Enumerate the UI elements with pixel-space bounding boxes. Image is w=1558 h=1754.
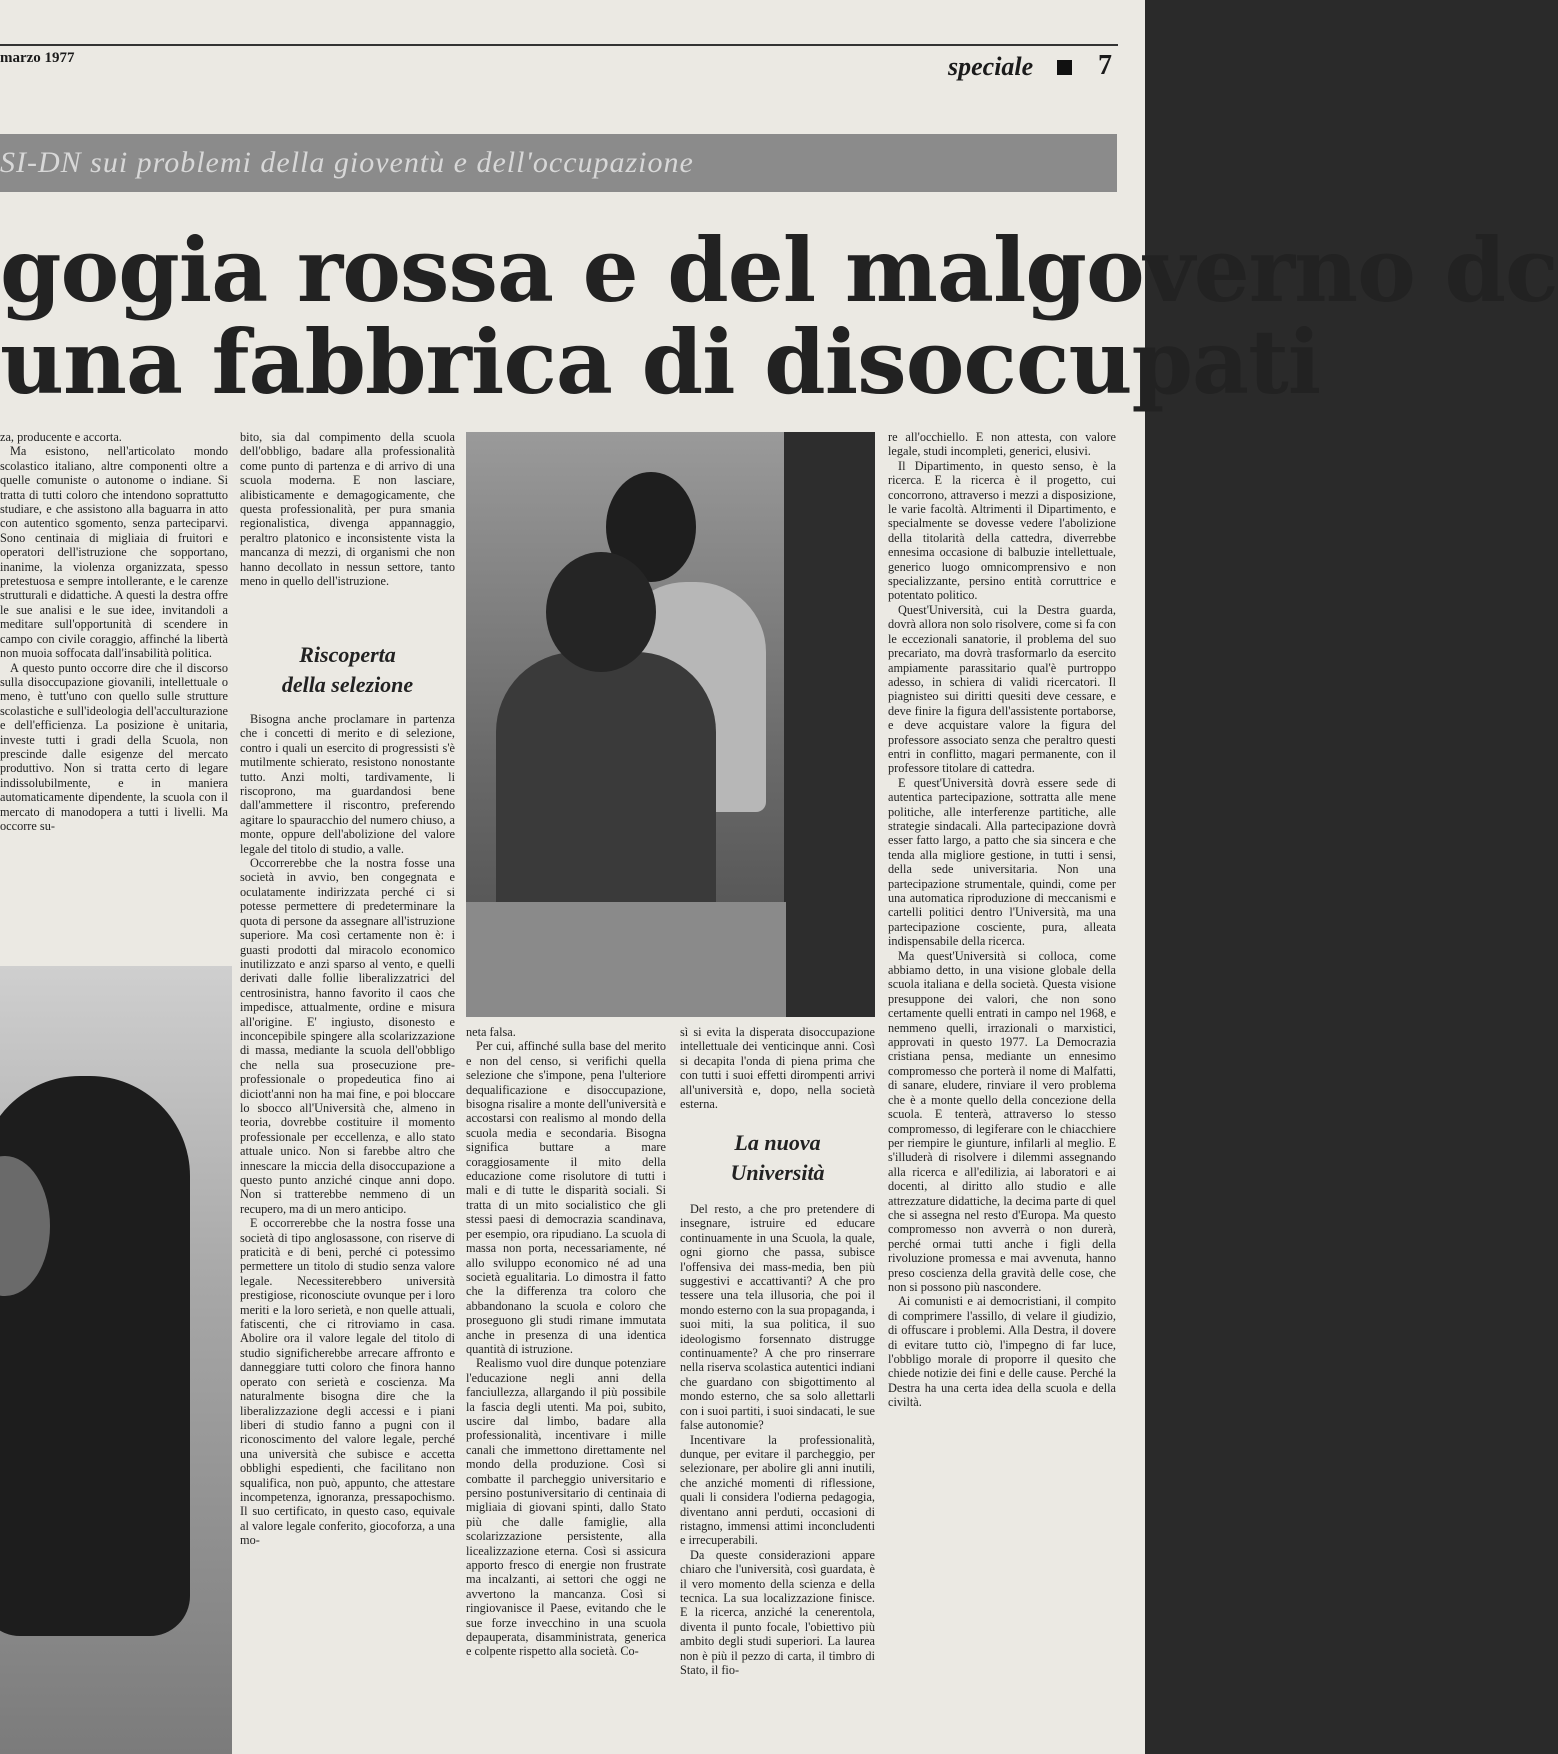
paragraph: Ma quest'Università si colloca, come abbiamo detto, in una visione globale della scuola italiana e della società. Questa visione presuppone dei valori, che non sono certamente quelli entrati in campo nel 1968, e nemmeno quelli, irrazionali o marxistici, approvati in questo 1977. La Democrazia cristiana pensa, mediante un ennesimo compromesso che porterà il nome di Malfatti, di sanare, eludere, rinviare il vero problema che è a monte quello della concezione della scuola. E tenterà, attraverso lo stesso compromesso, di legiferare con le chiacchiere per riempire le giunture, infilarli al meglio. E s'illuderà di risolvere i dilemmi assegnando alla ricerca e all'edilizia, ai laboratori e ai docenti, al diritto allo studio e alle attrezzature didattiche, la decima parte di quel che si assegna nel resto d'Europa. Ma questo compromesso non avverrà o non durerà, perché ormai tutti anche i figli della rivoluzione promessa e mai avvenuta, hanno preso coscienza della gravità delle cose, che non si possono più nascondere. bbox=[888, 948, 1116, 1294]
paragraph: re all'occhiello. E non attesta, con valore legale, studi incompleti, generici, elusivi. bbox=[888, 430, 1116, 459]
paragraph: bito, sia dal compimento della scuola dell'obbligo, badare alla professionalità come punto di partenza e di arrivo di una scuola moderna. E non lasciare, alibisticamente e demagogicamente, che questa professionalità, per pura smania regionalistica, divenga appannaggio, peraltro platonico e inconsistente vista la mancanza di mezzi, di organismi che non hanno decollato in nessun settore, tanto meno in quello dell'istruzione. bbox=[240, 430, 455, 589]
paragraph: E occorrerebbe che la nostra fosse una società di tipo anglosassone, con riserve di praticità e di beni, perché ci potessimo permettere un titolo di studio senza valore legale. Necessiterebbero università prestigiose, riconosciute ovunque per i loro meriti e la loro serietà, e non quelle attuali, fatiscenti, che ci ritroviamo in casa. Abolire ora il valore legale del titolo di studio significherebbe arrecare affronto e danneggiare tutti coloro che finora hanno operato con serietà e coscienza. Ma naturalmente bisogna dire che la liberalizzazione degli accessi e i piani liberi di studio fanno a pugni con il riconoscimento del valore legale, perché una università che subisce e accetta obblighi espedienti, che facilitano non squalifica, non può, appunto, che attestare incompetenza, ignoranza, pressapochismo. Il suo certificato, in questo caso, equivale al valore legale conferito, giocoforza, a una mo- bbox=[240, 1216, 455, 1548]
paragraph: neta falsa. bbox=[466, 1025, 516, 1039]
photo-shape bbox=[0, 1076, 190, 1636]
paragraph: Quest'Università, cui la Destra guarda, dovrà allora non solo risolvere, come si fa con le eccezionali sanatorie, il problema del suo precariato, ma dovrà trasformarlo da esercito ampiamente parassitario qual'è purtroppo adesso, in schiera di validi ricercatori. Il piagnisteo sui diritti quesiti deve cessare, e deve finire la figura dell'assistente portaborse, e deve acquistare valore la figura del professore associato senza che peraltro questi entri in conflitto, magari permanente, con il professore titolare di cattedra. bbox=[888, 602, 1116, 776]
paragraph: Ai comunisti e ai democristiani, il compito di comprimere l'assillo, di velare il giudizio, di offuscare i problemi. Alla Destra, il dovere di evitare tutto ciò, l'impegno di far luce, l'obbligo morale di proporre il quesito che chiede notizie dei fini e delle cause. Perché la Destra ha una certa idea della scuola e della civiltà. bbox=[888, 1294, 1116, 1410]
paragraph: Per cui, affinché sulla base del merito e non del censo, si verifichi quella selezione che s'impone, pena l'ulteriore dequalificazione e disoccupazione, bisogna risalire a monte dell'università e accostarsi con realismo al mondo della scuola media e secondaria. Bisogna significa buttare a mare coraggiosamente il mito della educazione come risolutore di tutti i mali e di tutte le disparità sociali. Si tratta di un mito socialistico che gli stessi paesi di democrazia scandinava, per esempio, ora ripudiano. La scuola di massa non porta, necessariamente, né allo sviluppo economico né ad una società egualitaria. Lo dimostra il fatto che la differenza tra coloro che abbandonano la scuola e coloro che proseguono gli studi rimane immutata anche in presenza di una identica quantità di istruzione. bbox=[466, 1039, 666, 1356]
subhead-line: La nuova bbox=[734, 1130, 821, 1155]
photo-students-blackboard bbox=[466, 432, 875, 1017]
article-column-5 bbox=[888, 430, 1116, 1745]
photo-girl bbox=[0, 966, 232, 1754]
kicker-banner bbox=[0, 134, 1117, 192]
subhead-line: Riscoperta bbox=[299, 642, 396, 667]
kicker-text: SI-DN sui problemi della gioventù e dell'occupazione bbox=[0, 146, 694, 179]
photo-shape bbox=[784, 432, 875, 1017]
subhead-riscoperta bbox=[240, 640, 455, 700]
photo-shape bbox=[546, 552, 656, 672]
photo-shape bbox=[466, 902, 786, 1017]
article-column-4 bbox=[680, 1025, 875, 1125]
paragraph: Ma esistono, nell'articolato mondo scolastico italiano, altre componenti oltre a quelle comuniste o autonome o indiane. Si tratta di tutti coloro che intendono soprattutto studiare, e che assistono alla baguarra in atto con autentico sgomento, senza parteciparvi. Sono centinaia di migliaia di fruitori e operatori dell'istruzione che sopportano, inanime, la violenza organizzata, spesso pretestuosa e sempre intollerante, e le carenze strutturali e didattiche. A questi la destra offre le sue analisi e le sue idee, invitandoli a meditare sull'opportunità di scendere in campo con civile coraggio, affinché la libertà non muoia soffocata dall'insabilità politica. bbox=[0, 444, 228, 661]
header-rule bbox=[0, 44, 1118, 46]
paragraph: Incentivare la professionalità, dunque, per evitare il parcheggio, per selezionare, per abolire gli anni inutili, che anziché momenti di riflessione, quali li considera l'odierna pedagogia, diventano anni perduti, occasioni di ristagno, immensi attimi inconcludenti e irrecuperabili. bbox=[680, 1432, 875, 1548]
paragraph: A questo punto occorre dire che il discorso sulla disoccupazione giovanili, intellettuale o meno, è tutt'uno con quello sulle strutture scolastiche e sull'ideologia dell'acculturazione e dell'efficienza. La posizione è unitaria, investe tutti i gradi della Scuola, non prescinde dalle esigenze del mercato produttivo. Non si tratta certo di legare indissolubilmente, e in maniera automaticamente dipendente, la scuola con il mercato di manodopera a tutti i livelli. Ma occorre su- bbox=[0, 660, 228, 833]
paragraph: za, producente e accorta. bbox=[0, 430, 122, 444]
section-label: speciale bbox=[948, 52, 1034, 81]
page-number: 7 bbox=[1098, 50, 1112, 81]
paragraph: Da queste considerazioni appare chiaro che l'università, così guardata, è il vero momento della scienza e della tecnica. La sua localizzazione finisce. E la ricerca, anziché la cenerentola, diventa il punto focale, l'obiettivo più ambito degli studi superiori. La laurea non è più il pezzo di carta, il timbro di Stato, il fio- bbox=[680, 1547, 875, 1677]
paragraph: Del resto, a che pro pretendere di insegnare, istruire ed educare continuamente in una Scuola, la quale, ogni giorno che passa, subisce l'offensiva dei mass-media, ben più suggestivi e accattivanti? A che pro tessere una tela illusoria, che poi il mondo esterno con la sua propaganda, i suoi miti, la sua politica, il suo ideologismo forsennato distrugge continuamente? A che pro rinserrare nella riserva scolastica autentici indiani che guardano con sbigottimento al mondo esterno, che sa solo allettarli con i suoi partiti, i suoi sindacati, le sue false autonomie? bbox=[680, 1202, 875, 1433]
article-column-1 bbox=[0, 430, 228, 960]
subhead-line: Università bbox=[730, 1160, 825, 1185]
headline-line-2: una fabbrica di disoccupati bbox=[0, 310, 1321, 414]
paragraph: sì si evita la disperata disoccupazione intellettuale dei venticinque anni. Così si decapita l'onda di piena prima che con tutti i suoi effetti dirompenti arrivi all'università e, dopo, nella società esterna. bbox=[680, 1025, 875, 1112]
paragraph: Il Dipartimento, in questo senso, è la ricerca. E la ricerca è il progetto, cui concorrono, attraverso i mezzi a disposizione, le varie facoltà. Altrimenti il Dipartimento, e specialmente se dovesse vedere l'abolizione della titolarità della cattedra, diverrebbe ennesima occasione di balbuzie intellettuale, generico luogo omnicomprensivo e non specializzante, persino entità corruttrice e potentato politico. bbox=[888, 458, 1116, 603]
article-column-3 bbox=[466, 1025, 666, 1745]
paragraph: Realismo vuol dire dunque potenziare l'educazione negli anni della fanciullezza, allargando il più possibile la fascia degli utenti. Ma poi, subito, uscire dal limbo, badare alla professionalità, incentivare i mille canali che immettono direttamente nel mondo della produzione. Così si combatte il parcheggio universitario e persino postuniversitario di centinaia di migliaia di giovani spinti, dallo Stato più che dalle famiglie, alla scolarizzazione persistente, alla licealizzazione eterna. Così si assicura apporto fresco di energie non frustrate ma incalzanti, ai settori che oggi ne avvertono la mancanza. Così si ringiovanisce il Paese, evitando che le sue forze invecchino in una scuola depauperata, disamministrata, generica e colpente rispetto alla società. Co- bbox=[466, 1356, 666, 1659]
paragraph: Occorrerebbe che la nostra fosse una società in avvio, ben congegnata e oculatamente indirizzata perché ci si potesse permettere di predeterminare la quota di persone da assegnare all'istruzione superiore. Ma così certamente non è: i guasti prodotti dal miracolo economico inutilizzato e anzi sparso al vento, e quelli derivati dalle follie liberalizzatrici del centrosinistra, hanno favorito il caos che impedisce, attualmente, ordine e misura all'origine. E' ingiusto, disonesto e inconcepibile spingere alla scolarizzazione di massa, mediante la scuola dell'obbligo che nella sua prosecuzione pre-professionale o propedeutica fino ai diciott'anni non ha mai fine, e poi bloccare lo sbocco all'Università che, almeno in teoria, dovrebbe costituire il momento professionale per eccellenza, e allo stato attuale unico. Non si farebbe altro che innescare la miccia della disoccupazione a questo punto anziché cinque anni dopo. Non si tratterebbe nemmeno di un recupero, ma di un mero anticipo. bbox=[240, 856, 455, 1216]
issue-date: marzo 1977 bbox=[0, 50, 75, 66]
article-column-4b bbox=[680, 1202, 875, 1747]
section-square-icon bbox=[1057, 60, 1072, 75]
subhead-line: della selezione bbox=[281, 672, 414, 697]
paragraph: E quest'Università dovrà essere sede di autentica partecipazione, sottratta alle mene politiche, alle interferenze partitiche, alle strategie sindacali. Alla partecipazione dovrà esser fatto largo, a patto che sia sincera e che tenda alla migliore gestione, in tutti i sensi, della sede universitaria. Non una partecipazione strumentale, quindi, come per una automatica riproduzione di meccanismi e cartelli politici dentro l'Università, ma una partecipazione cosciente, pura, alleata indispensabile della ricerca. bbox=[888, 775, 1116, 949]
paragraph: Bisogna anche proclamare in partenza che i concetti di merito e di selezione, contro i quali un esercito di progressisti s'è mutilmente schierato, resistono nonostante tutto. Anzi molti, tardivamente, li riscoprono, ma guardandosi bene dall'ammettere il riscontro, preferendo agitare lo spauracchio del numero chiuso, a monte, oppure dell'abolizione del valore legale del titolo di studio, a valle. bbox=[240, 712, 455, 856]
headline-line-1: gogia rossa e del malgoverno dc bbox=[0, 218, 1558, 322]
article-column-2b bbox=[240, 712, 455, 1742]
article-column-2 bbox=[240, 430, 455, 630]
subhead-universita bbox=[680, 1128, 875, 1188]
